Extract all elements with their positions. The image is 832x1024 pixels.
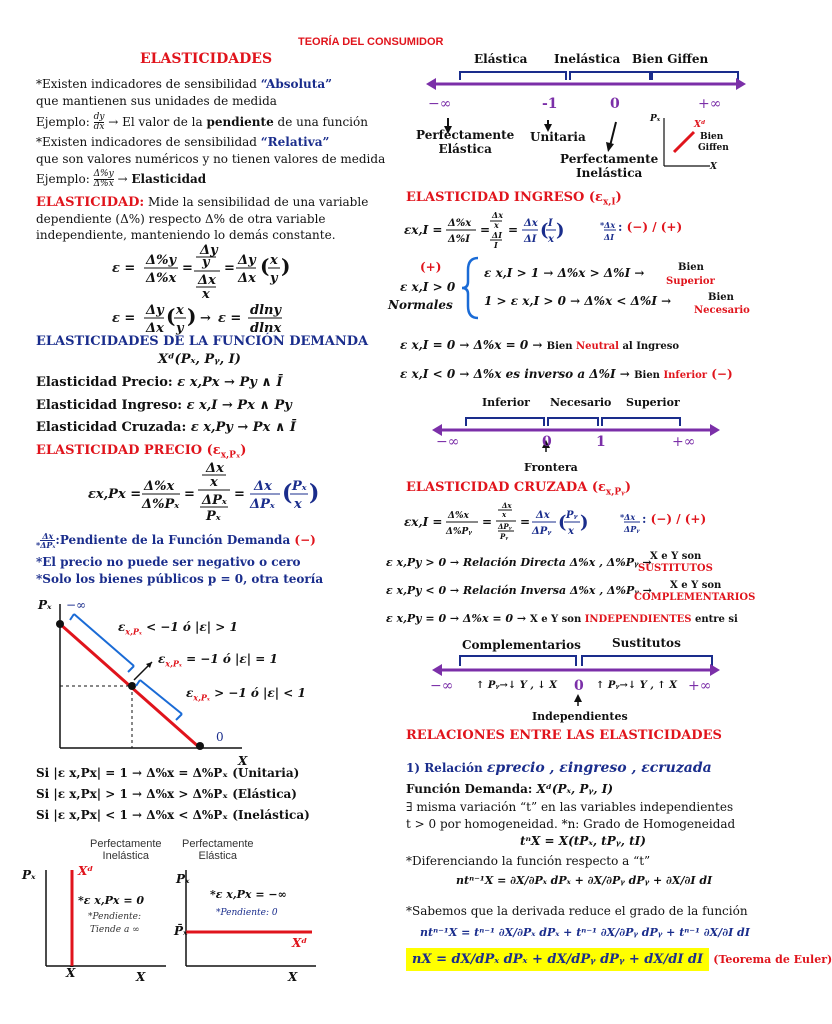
pi-xd: Xᵈ bbox=[78, 864, 94, 878]
necesario-line: 1 > ε x,I > 0 → Δ%x < Δ%I → bbox=[484, 294, 672, 308]
svg-text:I: I bbox=[548, 218, 553, 229]
superior-bien: Bien bbox=[678, 262, 704, 273]
svg-text:(: ( bbox=[260, 254, 270, 278]
euler-line: nX = dX/dPₓ dPₓ + dX/dPᵧ dPᵧ + dX/dI dI (Teorema de Euler) bbox=[406, 952, 832, 967]
svg-text:Pₓ: Pₓ bbox=[292, 479, 307, 494]
svg-text:): ) bbox=[187, 304, 197, 328]
pi-x: X bbox=[136, 970, 146, 984]
low-complementarios: Complementarios bbox=[462, 638, 581, 652]
svg-text:Δ%y: Δ%y bbox=[146, 253, 176, 268]
ingreso-formula bbox=[404, 208, 744, 248]
graph-px-label: Pₓ bbox=[38, 598, 52, 612]
svg-text:ΔPₓ: ΔPₓ bbox=[202, 493, 227, 508]
pi-note1: *Pendiente: bbox=[88, 912, 142, 922]
svg-text:ΔPᵧ: ΔPᵧ bbox=[498, 522, 512, 531]
svg-text:Pₓ: Pₓ bbox=[206, 509, 221, 524]
svg-text:Δx: Δx bbox=[254, 479, 272, 494]
mini-px: Pₓ bbox=[650, 114, 661, 124]
ingreso-plus: (+) bbox=[420, 260, 442, 274]
cross-elasticity-scale bbox=[426, 644, 726, 706]
mini-xd: Xᵈ bbox=[694, 120, 706, 130]
mid-plus-inf: +∞ bbox=[672, 434, 696, 450]
svg-text:Δ%Pᵧ: Δ%Pᵧ bbox=[446, 527, 473, 537]
ingreso-normales: Normales bbox=[388, 298, 453, 312]
low-zero: 0 bbox=[574, 678, 584, 694]
graph-x-label: X bbox=[238, 754, 248, 768]
homog-eq: tⁿX = X(tPₓ, tPᵧ, tI) bbox=[520, 834, 646, 848]
si-unitaria: Si |ε x,Px| = 1 → Δ%x = Δ%Pₓ (Unitaria) bbox=[36, 766, 300, 780]
mid-necesario: Necesario bbox=[550, 396, 612, 409]
page-title: TEORÍA DEL CONSUMIDOR bbox=[298, 36, 444, 48]
pi-px: Pₓ bbox=[22, 868, 36, 882]
svg-text:=: = bbox=[182, 261, 193, 276]
svg-text:Δx: Δx bbox=[238, 271, 256, 286]
reduce-eq: ntⁿ⁻¹X = tⁿ⁻¹ ∂X/∂Pₓ dPₓ + tⁿ⁻¹ ∂X/∂Pᵧ dPᵧ + tⁿ⁻¹ ∂X/∂I dI bbox=[420, 926, 750, 939]
scale-minus-inf: −∞ bbox=[428, 96, 452, 112]
relativa-line: *Existen indicadores de sensibilidad “Relativa” bbox=[36, 135, 330, 149]
mid-superior: Superior bbox=[626, 396, 680, 409]
graph-unit-label: $\varepsilon_{x,P_x} = -1$ ó |ε| = 1 bbox=[158, 652, 278, 669]
directa-line: ε x,Py > 0 → Relación Directa Δ%x , Δ%Pᵧ → bbox=[386, 556, 652, 569]
svg-text:x: x bbox=[176, 303, 184, 318]
mid-minus-inf: −∞ bbox=[436, 434, 460, 450]
low-left-rel: ↑ Pᵧ→↓ Y , ↓ X bbox=[476, 680, 557, 691]
svg-text:ΔPₓ: ΔPₓ bbox=[250, 497, 275, 512]
scale-unitaria: Unitaria bbox=[530, 130, 586, 144]
svg-text:Δx: Δx bbox=[146, 321, 164, 336]
graph-elastic-label: $\varepsilon_{x,P_x} < -1$ ó |ε| > 1 bbox=[118, 620, 238, 637]
svg-text:Δy: Δy bbox=[200, 243, 218, 258]
svg-text:dlnx: dlnx bbox=[250, 321, 282, 336]
inferior-line: ε x,I < 0 → Δ%x es inverso a Δ%I → Bien Inferior (−) bbox=[400, 367, 733, 381]
mini-bien: Bien bbox=[700, 132, 724, 142]
inversa-res1: X e Y son bbox=[670, 580, 722, 591]
svg-text:dlny: dlny bbox=[250, 303, 282, 318]
svg-text:ΔPᵧ: ΔPᵧ bbox=[532, 526, 552, 537]
svg-text:(: ( bbox=[558, 512, 567, 533]
reduce-line: *Sabemos que la derivada reduce el grado de la función bbox=[406, 904, 748, 918]
svg-text:*Δx: *Δx bbox=[620, 512, 636, 522]
low-independientes: Independientes bbox=[532, 710, 628, 723]
superior-word: Superior bbox=[666, 276, 715, 287]
necesario-word: Necesario bbox=[694, 305, 750, 316]
note-precio: *El precio no puede ser negativo o cero bbox=[36, 555, 301, 569]
precio-formula bbox=[88, 460, 318, 530]
svg-text:y: y bbox=[202, 255, 210, 270]
necesario-bien: Bien bbox=[708, 292, 734, 303]
cruzada-title: ELASTICIDAD CRUZADA $(\varepsilon_{x,Pᵧ})$ bbox=[406, 480, 632, 498]
normales-brace bbox=[462, 256, 482, 320]
definicion-line3: independiente, manteniendo lo demás constante. bbox=[36, 228, 336, 242]
svg-text:→: → bbox=[200, 311, 211, 326]
si-inelastica: Si |ε x,Px| < 1 → Δ%x < Δ%Pₓ (Inelástica) bbox=[36, 808, 310, 822]
svg-text:=: = bbox=[482, 515, 493, 529]
svg-text:y: y bbox=[176, 321, 184, 336]
svg-text:x: x bbox=[202, 287, 210, 302]
mini-x: X bbox=[710, 162, 717, 172]
svg-text:Pᵧ: Pᵧ bbox=[500, 532, 509, 541]
svg-text:Δ%x: Δ%x bbox=[448, 511, 469, 521]
svg-text:x: x bbox=[210, 475, 218, 490]
svg-text:=: = bbox=[520, 515, 531, 529]
scale-giffen: Bien Giffen bbox=[632, 52, 709, 66]
pe-xd: Xᵈ bbox=[292, 936, 308, 950]
svg-text:): ) bbox=[580, 512, 589, 533]
pe-x: X bbox=[288, 970, 298, 984]
svg-text:(: ( bbox=[282, 480, 293, 506]
svg-text:ε =: ε = bbox=[112, 261, 136, 276]
pi-eps: *ε x,Px = 0 bbox=[78, 894, 145, 907]
ejemplo-elasticidad: Ejemplo: $\frac{\Delta\%y}{\Delta\%x}$ → Elasticidad bbox=[36, 169, 207, 189]
elasticidades-title: ELASTICIDADES bbox=[140, 51, 273, 67]
graph-minus-inf: −∞ bbox=[66, 598, 87, 612]
inversa-line: ε x,Py < 0 → Relación Inversa Δ%x , Δ%Pᵧ → bbox=[386, 584, 652, 597]
svg-text:Δ%x: Δ%x bbox=[448, 218, 472, 229]
svg-text:Δx: Δx bbox=[198, 273, 216, 288]
pe-px: Pₓ bbox=[176, 872, 190, 886]
svg-text:=: = bbox=[224, 261, 235, 276]
svg-text:ε =: ε = bbox=[218, 311, 242, 326]
scale-zero: 0 bbox=[610, 96, 620, 112]
perfect-elasticity-graphs bbox=[36, 862, 356, 982]
svg-text:x: x bbox=[502, 510, 507, 519]
svg-text:(: ( bbox=[540, 220, 549, 241]
svg-text:): ) bbox=[281, 254, 291, 278]
svg-text:Δ%x: Δ%x bbox=[144, 479, 175, 494]
svg-text:x: x bbox=[548, 234, 554, 245]
scale-plus-inf: +∞ bbox=[698, 96, 722, 112]
svg-text:ε =: ε = bbox=[112, 311, 136, 326]
low-plus-inf: +∞ bbox=[688, 678, 712, 694]
svg-text:Δ%I: Δ%I bbox=[448, 234, 470, 245]
svg-text:εx,Px =: εx,Px = bbox=[88, 487, 142, 502]
definicion-line1: ELASTICIDAD: Mide la sensibilidad de una variable bbox=[36, 195, 369, 210]
svg-text:Δ%Pₓ: Δ%Pₓ bbox=[142, 497, 180, 512]
svg-text:Δy: Δy bbox=[238, 253, 256, 268]
low-right-rel: ↑ Pᵧ→↓ Y , ↑ X bbox=[596, 680, 677, 691]
ejemplo-pendiente: Ejemplo: $\frac{dy}{dx}$ → El valor de la pendiente de una función bbox=[36, 112, 368, 132]
relaciones-title: RELACIONES ENTRE LAS ELASTICIDADES bbox=[406, 728, 722, 743]
svg-text:Δx: Δx bbox=[206, 461, 224, 476]
mid-inferior: Inferior bbox=[482, 396, 530, 409]
pi-xbar: X̄ bbox=[66, 966, 76, 980]
income-elasticity-scale bbox=[426, 400, 726, 460]
dif-line: *Diferenciando la función respecto a “t” bbox=[406, 854, 651, 868]
svg-text:Δx: Δx bbox=[492, 210, 503, 220]
elasticidad-ingreso-line: Elasticidad Ingreso: ε x,I → Px ∧ Py bbox=[36, 398, 292, 413]
svg-text:εx,I =: εx,I = bbox=[404, 515, 443, 529]
absoluta-line: *Existen indicadores de sensibilidad “Absoluta” bbox=[36, 77, 332, 91]
ingreso-title: ELASTICIDAD INGRESO $(\varepsilon_{x,I})$ bbox=[406, 190, 622, 208]
svg-text:=: = bbox=[184, 487, 195, 502]
scale-minus-one: -1 bbox=[542, 96, 558, 112]
pi-note2: Tiende a ∞ bbox=[90, 925, 140, 935]
mid-zero: 0 bbox=[542, 434, 552, 450]
superior-line: ε x,I > 1 → Δ%x > Δ%I → bbox=[484, 266, 645, 280]
svg-text:x: x bbox=[270, 253, 278, 268]
cruzada-sign: : (−) / (+) bbox=[642, 512, 707, 526]
svg-text:y: y bbox=[270, 271, 278, 286]
t-line: t > 0 por homogeneidad. *n: Grado de Homogeneidad bbox=[406, 817, 736, 831]
svg-text:x: x bbox=[494, 220, 499, 230]
svg-text:(: ( bbox=[166, 304, 176, 328]
svg-text:ΔI: ΔI bbox=[524, 234, 537, 245]
relativa-desc: que son valores numéricos y no tienen valores de medida bbox=[36, 152, 386, 166]
scale-inelastica: Inelástica bbox=[554, 52, 621, 66]
perf-inelastica-title: Perfectamente Inelástica bbox=[90, 838, 162, 862]
neutral-line: ε x,I = 0 → Δ%x = 0 → Bien Neutral al Ingreso bbox=[400, 338, 680, 352]
scale-elastica: Elástica bbox=[474, 52, 528, 66]
svg-text:*Δx: *Δx bbox=[600, 220, 616, 230]
mini-giffen: Giffen bbox=[698, 143, 729, 153]
func-demanda-title: ELASTICIDADES DE LA FUNCIÓN DEMANDA bbox=[36, 334, 369, 349]
independientes-line: ε x,Py = 0 → Δ%x = 0 → X e Y son INDEPENDIENTES entre si bbox=[386, 612, 738, 625]
graph-inelastic-label: $\varepsilon_{x,P_x} > -1$ ó |ε| < 1 bbox=[186, 686, 306, 703]
func-demanda-eq: Xᵈ(Pₓ, Pᵧ, I) bbox=[158, 352, 241, 367]
perf-elastica-title: Perfectamente Elástica bbox=[182, 838, 254, 862]
elasticity-formula bbox=[110, 242, 310, 334]
elasticidad-precio-title: ELASTICIDAD PRECIO $(\varepsilon_{x,P_x})$ bbox=[36, 443, 247, 461]
mid-frontera: Frontera bbox=[524, 461, 578, 474]
pendiente-note: * Δx ΔPₓ :Pendiente de la Función Demanda (−) bbox=[36, 531, 316, 550]
svg-text:=: = bbox=[234, 487, 245, 502]
directa-res1: X e Y son bbox=[650, 551, 702, 562]
relacion-1: 1) Relación εprecio , εingreso , εcruzada bbox=[406, 760, 712, 776]
svg-text:): ) bbox=[556, 220, 565, 241]
svg-text:Δx: Δx bbox=[502, 501, 512, 510]
svg-text:): ) bbox=[309, 480, 320, 506]
funcion-demanda-line: Función Demanda: Xᵈ(Pₓ, Pᵧ, I) bbox=[406, 782, 614, 796]
pe-note: *Pendiente: 0 bbox=[216, 908, 278, 918]
inversa-res2: COMPLEMENTARIOS bbox=[634, 592, 756, 603]
svg-text:Δ%x: Δ%x bbox=[146, 271, 177, 286]
elasticidad-precio-line: Elasticidad Precio: ε x,Px → Py ∧ Ī bbox=[36, 375, 283, 390]
svg-text:ΔI: ΔI bbox=[604, 232, 614, 242]
svg-text:x: x bbox=[568, 526, 574, 537]
low-sustitutos: Sustitutos bbox=[612, 636, 681, 650]
definicion-line2: dependiente (Δ%) respecto Δ% de otra variable bbox=[36, 212, 326, 226]
absoluta-desc: que mantienen sus unidades de medida bbox=[36, 94, 277, 108]
svg-text:Δx: Δx bbox=[536, 510, 550, 521]
svg-text:εx,I =: εx,I = bbox=[404, 223, 443, 237]
mid-one: 1 bbox=[596, 434, 606, 450]
elasticidad-cruzada-line: Elasticidad Cruzada: ε x,Py → Px ∧ Ī bbox=[36, 420, 297, 435]
graph-zero: 0 bbox=[216, 730, 224, 744]
pe-pbar: P̄ₓ bbox=[174, 924, 188, 938]
dif-eq: ntⁿ⁻¹X = ∂X/∂Pₓ dPₓ + ∂X/∂Pᵧ dPᵧ + ∂X/∂I dI bbox=[456, 874, 713, 887]
svg-text:=: = bbox=[508, 223, 519, 237]
svg-text:=: = bbox=[480, 223, 491, 237]
scale-perf-inelastica: Perfectamente Inelástica bbox=[560, 152, 659, 180]
svg-text:Δx: Δx bbox=[524, 218, 538, 229]
low-minus-inf: −∞ bbox=[430, 678, 454, 694]
scale-perf-elastica: Perfectamente Elástica bbox=[416, 128, 515, 156]
svg-text:Pᵧ: Pᵧ bbox=[566, 510, 578, 521]
svg-text:x: x bbox=[294, 497, 302, 512]
svg-text:I: I bbox=[494, 240, 498, 250]
ingreso-gt0: ε x,I > 0 bbox=[400, 280, 456, 294]
svg-text:ΔPᵧ: ΔPᵧ bbox=[624, 524, 640, 534]
note-publicos: *Solo los bienes públicos p = 0, otra teoría bbox=[36, 572, 324, 586]
ingreso-sign: : (−) / (+) bbox=[618, 220, 683, 234]
svg-text:Δy: Δy bbox=[146, 303, 164, 318]
directa-res2: SUSTITUTOS bbox=[638, 563, 713, 574]
pe-eps: *ε x,Px = −∞ bbox=[210, 888, 287, 901]
svg-text:ΔI: ΔI bbox=[492, 230, 502, 240]
exists-line: ∃ misma variación “t” en las variables independientes bbox=[406, 800, 734, 814]
si-elastica: Si |ε x,Px| > 1 → Δ%x > Δ%Pₓ (Elástica) bbox=[36, 787, 297, 801]
